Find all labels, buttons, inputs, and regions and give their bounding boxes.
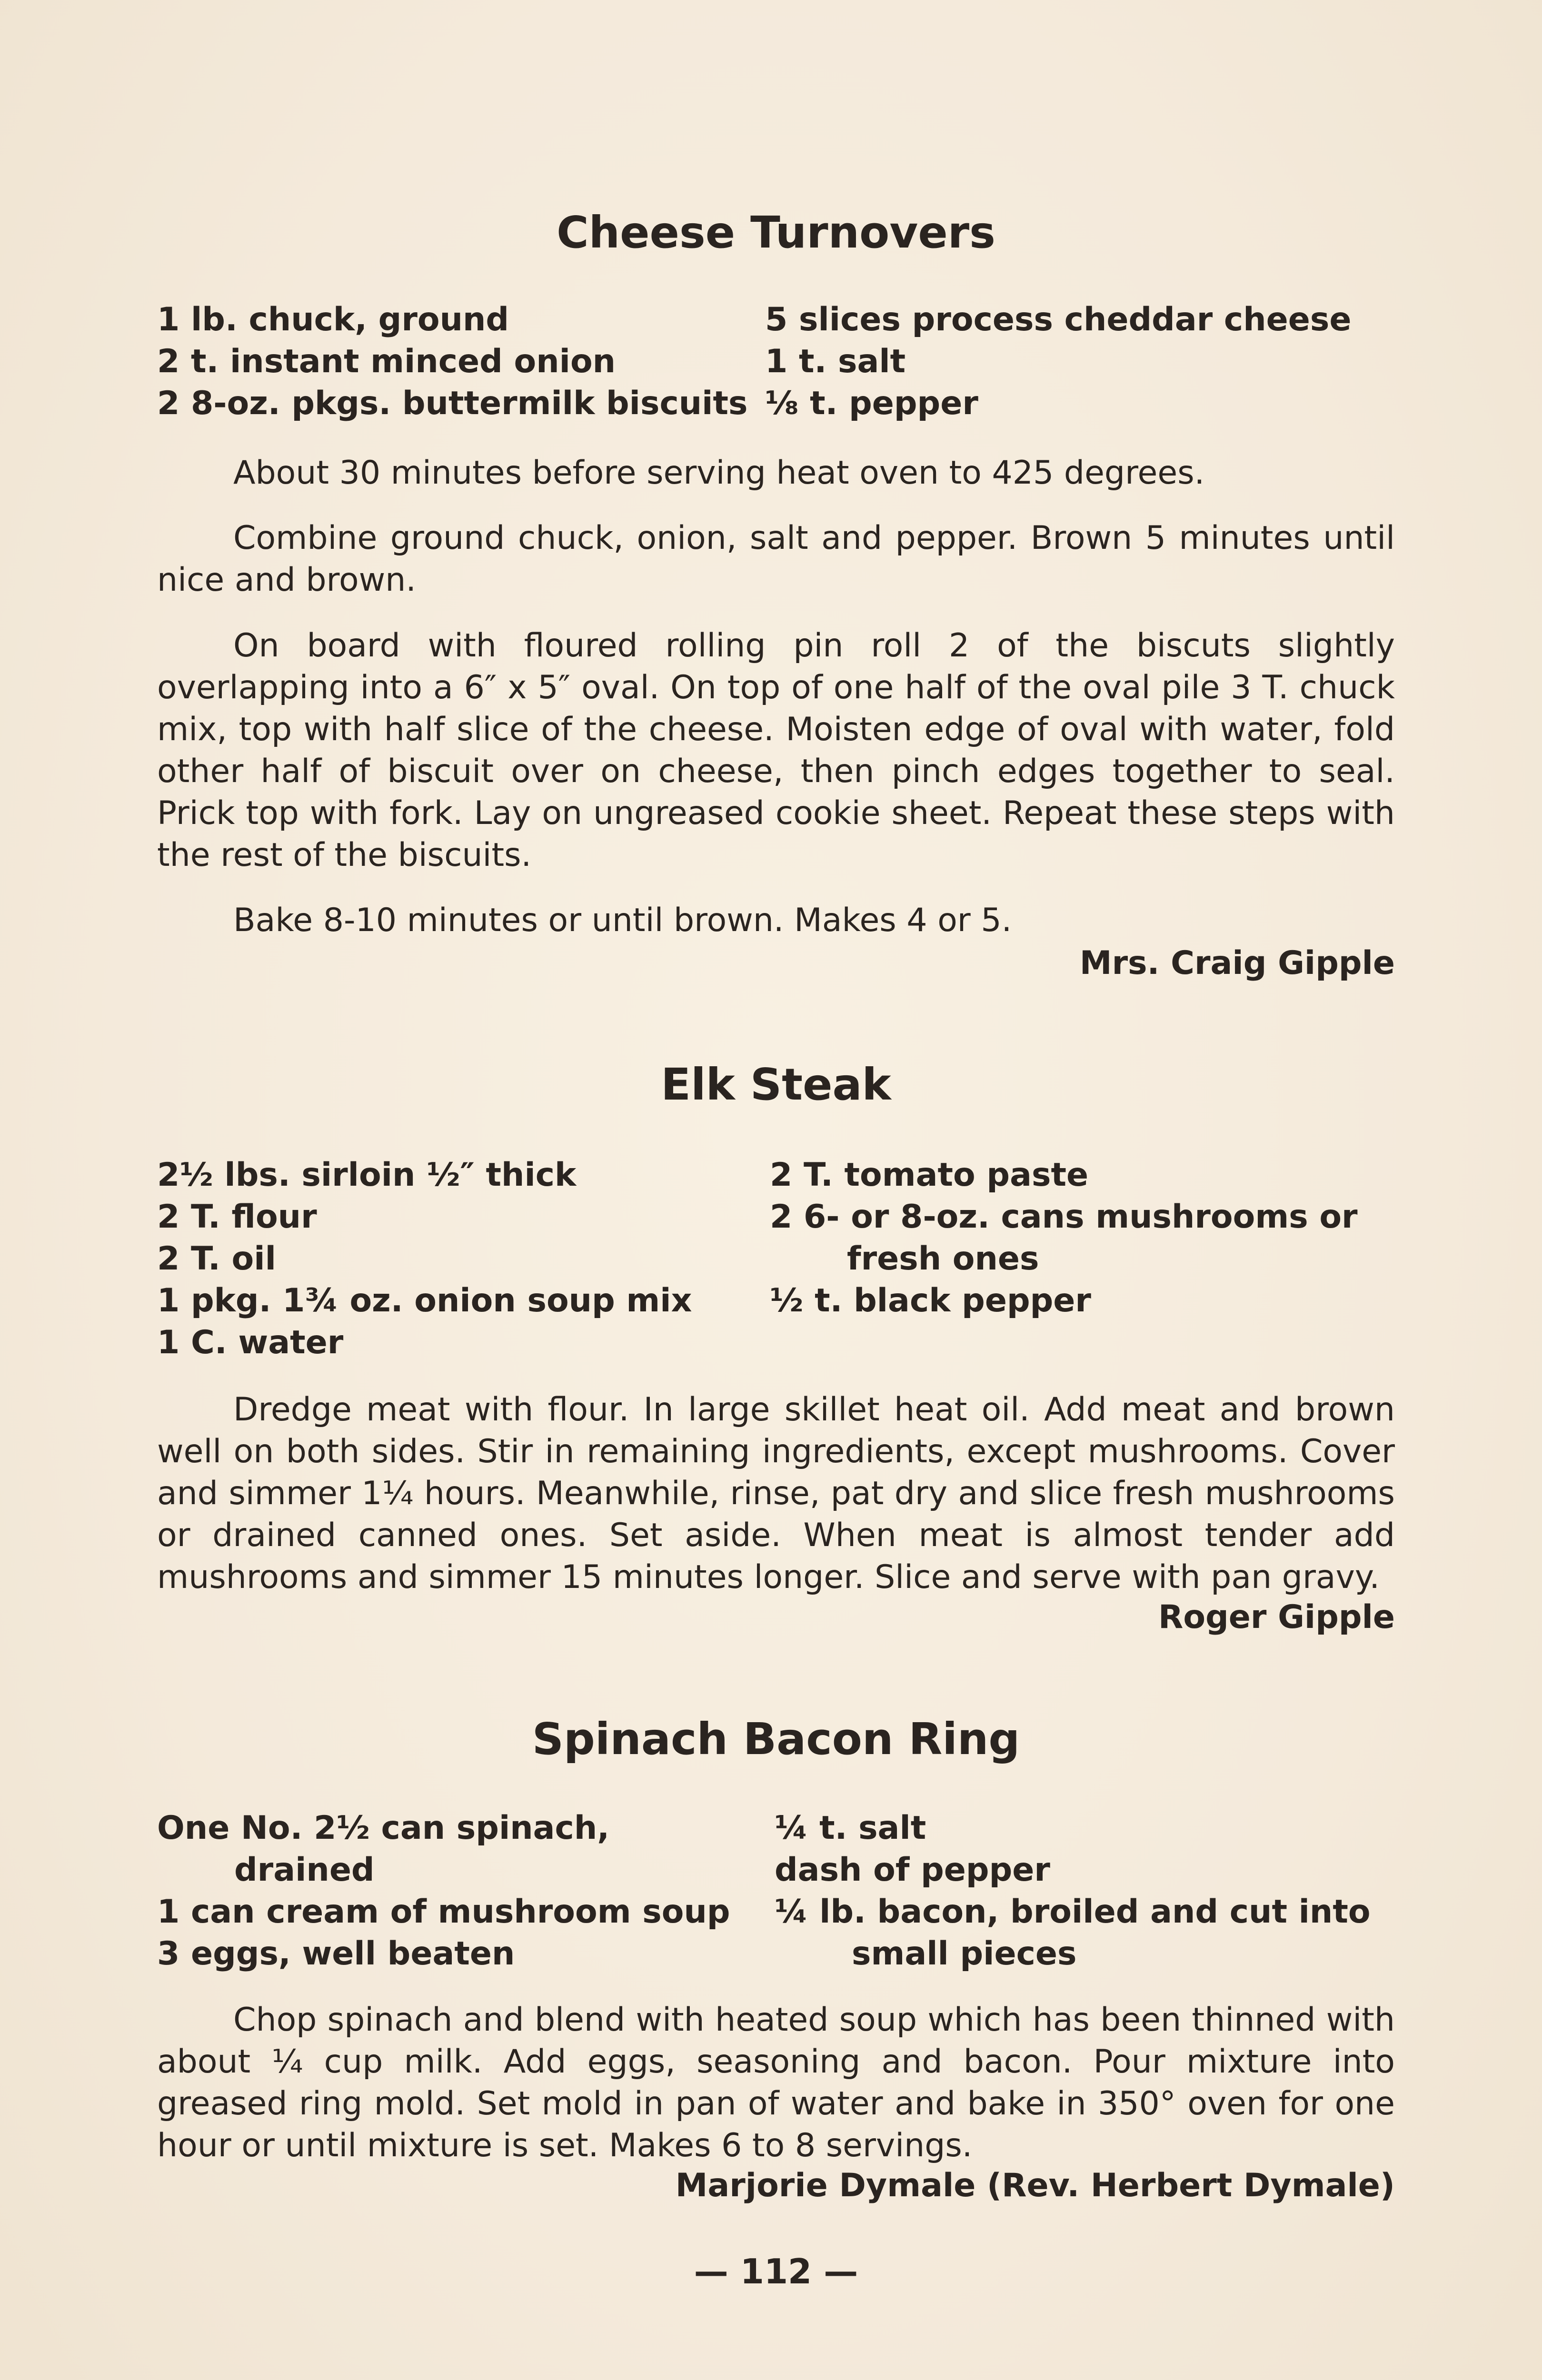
contributor-signature: Roger Gipple bbox=[1158, 1598, 1395, 1636]
ingredient: fresh ones bbox=[847, 1240, 1039, 1278]
ingredient: 2 T. oil bbox=[157, 1240, 276, 1278]
instruction-paragraph: On board with floured rolling pin roll 2 of the biscuts slightly overlapping into a 6″ x 5″ oval. On top of one half of the oval pile 3 T. chuck mix, top with half slice of the cheese. Moisten edge of oval with water, fold other half of biscuit over on cheese, then pinch edges together to seal. Prick top with fork. Lay on ungreased cookie sheet. Repeat these steps with the rest of the biscuits. bbox=[157, 627, 1395, 874]
ingredient: 2 6- or 8-oz. cans mushrooms or bbox=[770, 1198, 1358, 1236]
ingredient: 2 T. flour bbox=[157, 1198, 317, 1236]
ingredients-left-cheese-turnovers bbox=[157, 299, 747, 425]
ingredient: drained bbox=[234, 1851, 375, 1889]
ingredient: 1 lb. chuck, ground bbox=[157, 301, 509, 338]
ingredients-left-elk-steak bbox=[157, 1154, 692, 1364]
ingredient: 2 T. tomato paste bbox=[770, 1156, 1089, 1194]
ingredients-right-cheese-turnovers bbox=[765, 299, 1351, 425]
ingredient: ¼ t. salt bbox=[775, 1809, 926, 1847]
ingredient: 2 8-oz. pkgs. buttermilk biscuits bbox=[157, 385, 748, 422]
ingredient: One No. 2½ can spinach, bbox=[157, 1809, 610, 1847]
recipe-title-cheese-turnovers: Cheese Turnovers bbox=[557, 207, 995, 258]
ingredient: ¼ lb. bacon, broiled and cut into bbox=[775, 1893, 1371, 1931]
instruction-paragraph: Dredge meat with flour. In large skillet heat oil. Add meat and brown well on both sides. Stir in remaining ingredients, except mushrooms. Cover and simmer 1¼ hours. Meanwhile, rinse, pat dry and slice fresh mushrooms or drained canned ones. Set aside. When meat is almost tender add mushrooms and simmer 15 minutes longer. Slice and serve with pan gravy. bbox=[157, 1391, 1395, 1596]
recipe-title-spinach-bacon-ring: Spinach Bacon Ring bbox=[532, 1714, 1020, 1765]
contributor-signature: Mrs. Craig Gipple bbox=[1079, 944, 1395, 982]
ingredient: ½ t. black pepper bbox=[770, 1282, 1091, 1319]
ingredients-left-spinach-bacon-ring bbox=[157, 1807, 730, 1975]
ingredient: 1 t. salt bbox=[765, 343, 906, 380]
page-number: — 112 — bbox=[694, 2251, 858, 2291]
ingredient: 2 t. instant minced onion bbox=[157, 343, 616, 380]
ingredient: small pieces bbox=[852, 1935, 1077, 1973]
ingredient: ⅛ t. pepper bbox=[765, 385, 978, 422]
contributor-signature: Marjorie Dymale (Rev. Herbert Dymale) bbox=[675, 2167, 1395, 2204]
ingredients-right-spinach-bacon-ring bbox=[775, 1807, 1371, 1975]
ingredient: 3 eggs, well beaten bbox=[157, 1935, 515, 1973]
instruction-paragraph: Combine ground chuck, onion, salt and pepper. Brown 5 minutes until nice and brown. bbox=[157, 519, 1395, 599]
instruction-paragraph: Bake 8-10 minutes or until brown. Makes 4 or 5. bbox=[233, 902, 1012, 939]
ingredient: 1 C. water bbox=[157, 1324, 344, 1361]
ingredient: 1 can cream of mushroom soup bbox=[157, 1893, 730, 1931]
ingredients-right-elk-steak bbox=[770, 1154, 1358, 1322]
ingredient: dash of pepper bbox=[775, 1851, 1050, 1889]
instruction-paragraph: Chop spinach and blend with heated soup which has been thinned with about ¼ cup milk. Add eggs, seasoning and bacon. Pour mixture into greased ring mold. Set mold in pan of water and bake in 350° oven for one hour or until mixture is set. Makes 6 to 8 servings. bbox=[157, 2001, 1395, 2164]
recipe-title-elk-steak: Elk Steak bbox=[661, 1059, 891, 1110]
instruction-paragraph: About 30 minutes before serving heat oven to 425 degrees. bbox=[233, 454, 1205, 492]
ingredient: 5 slices process cheddar cheese bbox=[765, 301, 1352, 338]
ingredient: 2½ lbs. sirloin ½″ thick bbox=[157, 1156, 577, 1194]
ingredient: 1 pkg. 1¾ oz. onion soup mix bbox=[157, 1282, 692, 1319]
